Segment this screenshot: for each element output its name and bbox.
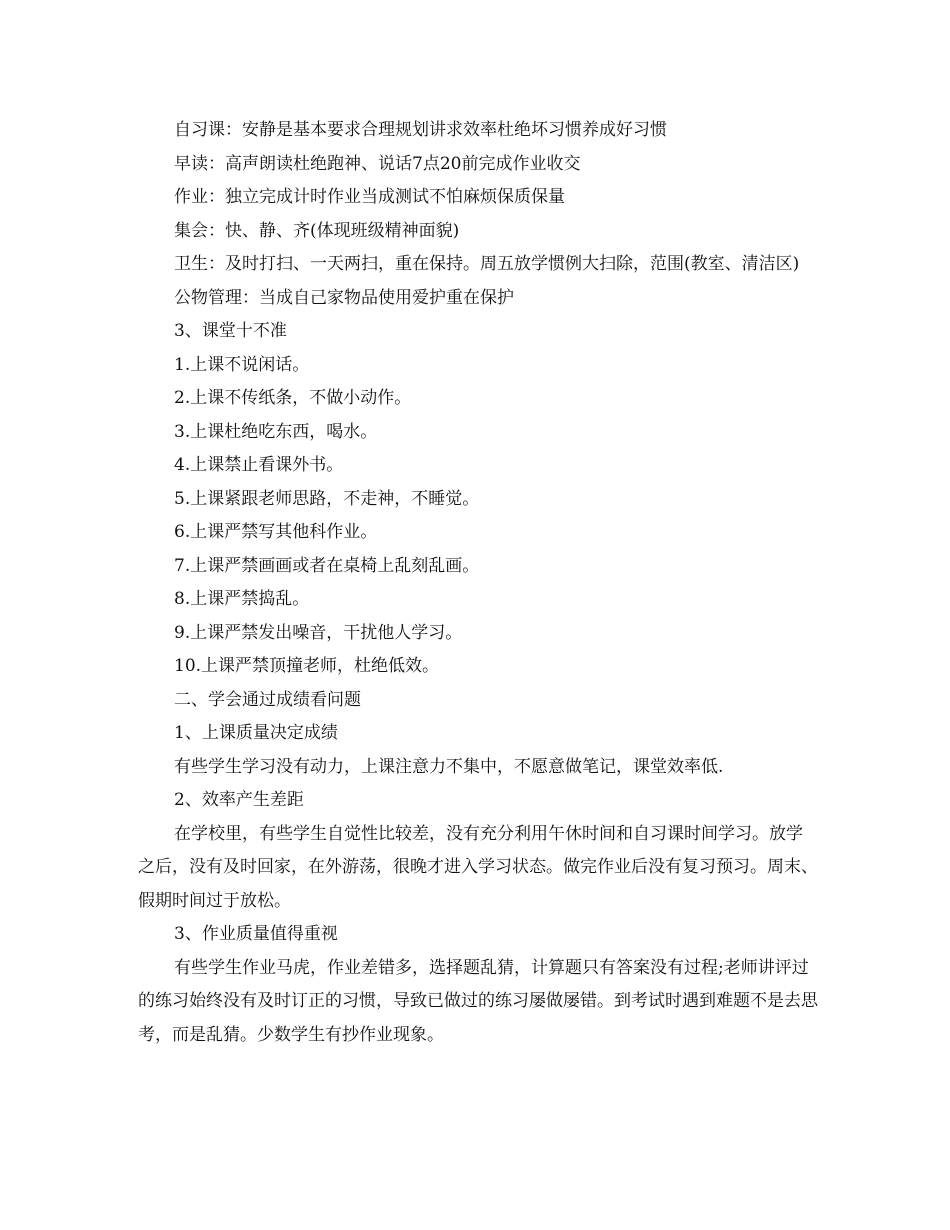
list-item: 2.上课不传纸条，不做小动作。 <box>174 388 412 408</box>
paragraph-morning-reading: 早读：高声朗读杜绝跑神、说话7点20前完成作业收交 <box>174 153 581 174</box>
paragraph-efficiency: 在学校里，有些学生自觉性比较差，没有充分利用午休时间和自习课时间学习。放学之后，没有及时回家，在外游荡，很晚才进入学习状态。做完作业后没有复习预习。周末、假期时间过于放松。 <box>138 823 818 911</box>
list-item: 1.上课不说闲话。 <box>174 354 310 375</box>
subheading-homework-quality: 3、作业质量值得重视 <box>174 924 338 944</box>
paragraph-assembly: 集会：快、静、齐(体现班级精神面貌) <box>174 220 460 241</box>
subheading-class-quality: 1、上课质量决定成绩 <box>174 723 338 743</box>
paragraph-public-property: 公物管理：当成自己家物品使用爱护重在保护 <box>174 287 514 308</box>
paragraph-homework: 作业：独立完成计时作业当成测试不怕麻烦保质保量 <box>174 187 565 207</box>
list-item: 3.上课杜绝吃东西，喝水。 <box>174 421 378 442</box>
paragraph-class-quality: 有些学生学习没有动力，上课注意力不集中，不愿意做笔记，课堂效率低. <box>174 756 724 777</box>
section-heading-grades: 二、学会通过成绩看问题 <box>174 689 361 710</box>
list-item: 10.上课严禁顶撞老师，杜绝低效。 <box>174 656 440 676</box>
list-item: 9.上课严禁发出噪音，干扰他人学习。 <box>174 622 463 643</box>
paragraph-self-study: 自习课：安静是基本要求合理规划讲求效率杜绝坏习惯养成好习惯 <box>174 120 667 140</box>
subheading-efficiency: 2、效率产生差距 <box>174 790 304 810</box>
document-body <box>138 114 818 1052</box>
list-item: 8.上课严禁捣乱。 <box>174 589 310 609</box>
list-item: 7.上课严禁画画或者在桌椅上乱刻乱画。 <box>174 555 480 576</box>
section-heading-classroom-rules: 3、课堂十不准 <box>174 321 287 341</box>
list-item: 5.上课紧跟老师思路，不走神，不睡觉。 <box>174 488 480 509</box>
list-item: 6.上课严禁写其他科作业。 <box>174 522 378 542</box>
paragraph-homework-quality: 有些学生作业马虎，作业差错多，选择题乱猜，计算题只有答案没有过程;老师讲评过的练习始终没有及时订正的习惯，导致已做过的练习屡做屡错。到考试时遇到难题不是去思考，而是乱猜。少数学生有抄作业现象。 <box>138 957 818 1045</box>
list-item: 4.上课禁止看课外书。 <box>174 455 344 475</box>
paragraph-hygiene: 卫生：及时打扫、一天两扫，重在保持。周五放学惯例大扫除，范围(教室、清洁区) <box>174 254 800 274</box>
